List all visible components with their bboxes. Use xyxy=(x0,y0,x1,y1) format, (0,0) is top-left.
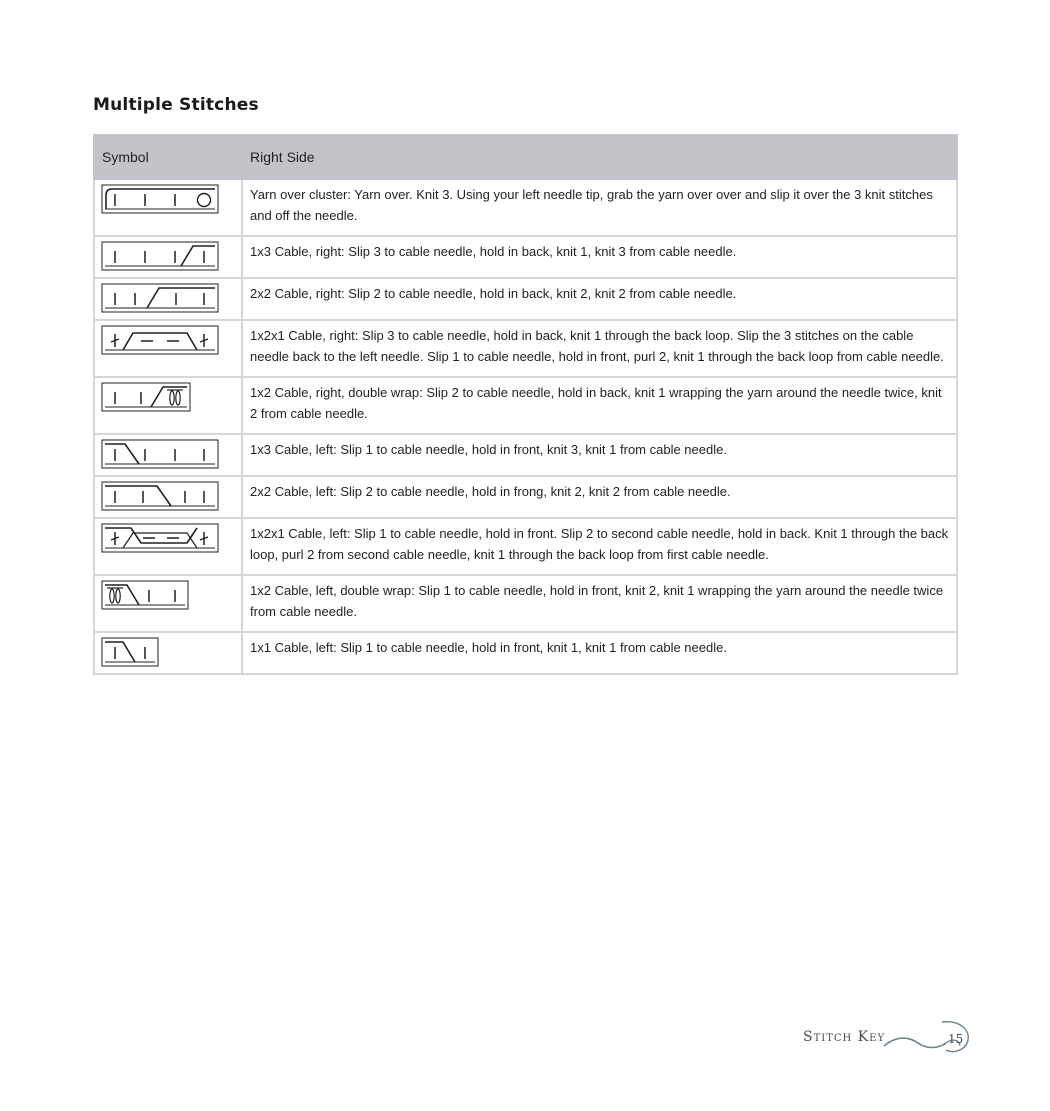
description-cell: Yarn over cluster: Yarn over. Knit 3. Using your left needle tip, grab the yarn over over and slip it over the 3 knit stitches and off the needle. xyxy=(242,179,957,236)
1x3-cable-right-symbol xyxy=(101,241,219,271)
table-row xyxy=(94,320,957,377)
yarn-over-cluster-symbol xyxy=(101,184,219,214)
symbol-cell xyxy=(94,476,242,518)
table-row xyxy=(94,278,957,320)
table-row xyxy=(94,377,957,434)
2x2-cable-right-symbol xyxy=(101,283,219,313)
table-row xyxy=(94,236,957,278)
table-header-row xyxy=(94,135,957,179)
section-title: Multiple Stitches xyxy=(93,95,259,115)
table-row xyxy=(94,518,957,575)
symbol-cell xyxy=(94,434,242,476)
1x3-cable-left-symbol xyxy=(101,439,219,469)
symbol-cell xyxy=(94,278,242,320)
stitch-key-table xyxy=(93,134,958,675)
description-cell: 2x2 Cable, left: Slip 2 to cable needle, hold in frong, knit 2, knit 2 from cable needle. xyxy=(242,476,957,518)
1x2-cable-left-double-wrap-symbol xyxy=(101,580,189,610)
symbol-cell xyxy=(94,179,242,236)
description-cell: 1x2x1 Cable, right: Slip 3 to cable needle, hold in back, knit 1 through the back loop. Slip the 3 stitches on the cable needle back to the left needle. Slip 1 to cable needle, hold in front, purl 2, knit 1 through the back loop from cable needle. xyxy=(242,320,957,377)
table-row xyxy=(94,179,957,236)
symbol-cell xyxy=(94,518,242,575)
header-symbol: Symbol xyxy=(94,135,242,179)
symbol-cell xyxy=(94,236,242,278)
description-cell: 1x3 Cable, left: Slip 1 to cable needle, hold in front, knit 3, knit 1 from cable needle. xyxy=(242,434,957,476)
1x2x1-cable-left-symbol xyxy=(101,523,219,553)
page-number: 15 xyxy=(948,1032,964,1046)
table-row xyxy=(94,575,957,632)
table-row xyxy=(94,434,957,476)
1x2-cable-right-double-wrap-symbol xyxy=(101,382,191,412)
symbol-cell xyxy=(94,377,242,434)
description-cell: 1x2 Cable, left, double wrap: Slip 1 to cable needle, hold in front, knit 2, knit 1 wrapping the yarn around the needle twice from cable needle. xyxy=(242,575,957,632)
page-footer xyxy=(800,1016,975,1056)
2x2-cable-left-symbol xyxy=(101,481,219,511)
header-right-side: Right Side xyxy=(242,135,957,179)
symbol-cell xyxy=(94,575,242,632)
description-cell: 1x2 Cable, right, double wrap: Slip 2 to cable needle, hold in back, knit 1 wrapping the yarn around the needle twice, knit 2 from cable needle. xyxy=(242,377,957,434)
table-row xyxy=(94,476,957,518)
symbol-cell xyxy=(94,632,242,674)
description-cell: 1x1 Cable, left: Slip 1 to cable needle, hold in front, knit 1, knit 1 from cable needle. xyxy=(242,632,957,674)
1x1-cable-left-symbol xyxy=(101,637,159,667)
description-cell: 2x2 Cable, right: Slip 2 to cable needle, hold in back, knit 2, knit 2 from cable needle. xyxy=(242,278,957,320)
table-row xyxy=(94,632,957,674)
description-cell: 1x3 Cable, right: Slip 3 to cable needle, hold in back, knit 1, knit 3 from cable needle. xyxy=(242,236,957,278)
description-cell: 1x2x1 Cable, left: Slip 1 to cable needle, hold in front. Slip 2 to second cable needle, hold in back. Knit 1 through the back loop, purl 2 from second cable needle, knit 1 through the back loop from first cable needle. xyxy=(242,518,957,575)
footer-title: Stitch Key xyxy=(803,1029,886,1045)
1x2x1-cable-right-symbol xyxy=(101,325,219,355)
symbol-cell xyxy=(94,320,242,377)
